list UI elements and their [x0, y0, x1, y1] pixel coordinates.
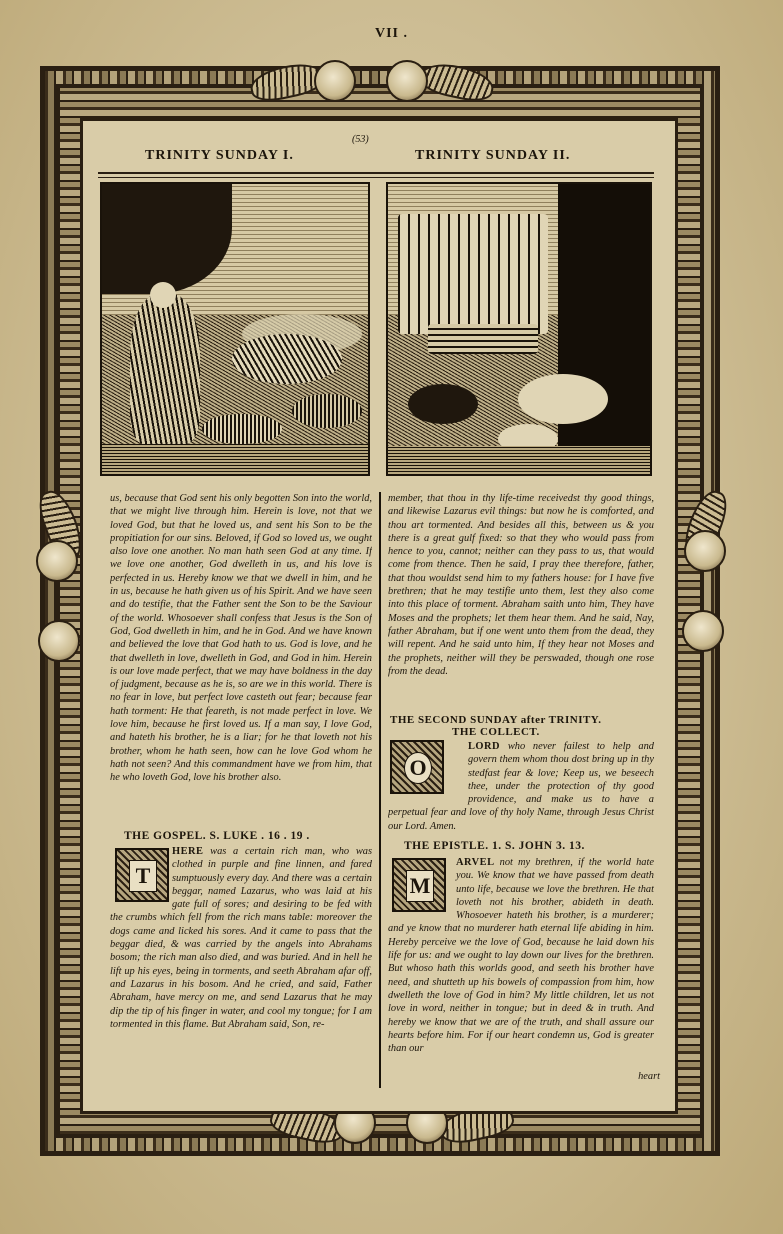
- collect-first-word: LORD: [468, 741, 501, 752]
- left-cherubs-ornament: [28, 500, 88, 690]
- epistle-drop-letter: M: [406, 870, 434, 902]
- header-rule: [98, 172, 654, 178]
- engraving-good-shepherd: [100, 182, 370, 476]
- gospel-continued-text: member, that thou in thy life-time receivedst thy good things, and likewise Lazarus evil things: but now he is comforted, and thou art tormented. And besides all this, between us & you there is a great gulf fixed: so that they who would pass from hence to you, cannot; neither can they pass to us, that would come from thence. Then he said, I pray thee therefore, father, that thou wouldst send him to my fathers house: for I have five brethren; that he may testifie unto them, lest they also come into this place of torment. Abraham saith unto him, They have Moses and the prophets; let them hear them. And he said, Nay, father Abraham, but if one went unto them from the dead, they will repent. And he said unto him, If they hear not Moses and the prophets, neither will they be perswaded, though one rose from the dead.: [388, 493, 654, 677]
- epistle-body: not my brethren, if the world hate you. We know that we have passed from death unto life, because we love the brethren. He that loveth not his brother, abideth in death. Whosoever hateth his brother, is a murderer; and ye know that no murderer hath eternal life abiding in him. Hereby perceive we the love of God, because he laid down his life for us: and we ought to lay down our lives for the brethren. But whoso hath this worlds good, and seeth his brother have need, and shutteth up his bowels of compassion from him, how dwelleth the love of God in him? My little children, let us not love in word, neither in tongue; but in deed & in truth. And hereby we know that we are of the truth, and shall assure our hearts before him. For if our heart condemn us, God is greater than our: [388, 857, 654, 1055]
- right-cherubs-ornament: [672, 500, 732, 690]
- gospel-text: [110, 845, 372, 1081]
- header-left: TRINITY SUNDAY I.: [145, 148, 294, 163]
- collect-drop-letter: O: [404, 752, 432, 784]
- gospel-heading: THE GOSPEL. S. LUKE . 16 . 19 .: [124, 830, 310, 842]
- collect-text: [388, 740, 654, 840]
- column-divider: [379, 492, 381, 1088]
- folio-number: VII .: [374, 26, 408, 41]
- epistle-first-word: ARVEL: [456, 857, 495, 868]
- header-right: TRINITY SUNDAY II.: [415, 148, 571, 163]
- collect-body: who never failest to help and govern them whom thou dost bring up in thy stedfast fear & love; Keep us, we beseech thee, under the protection of thy good providence, and make us to have a perpetual fear and love of thy holy Name, through Jesus Christ our Lord. Amen.: [388, 741, 654, 832]
- second-sunday-heading: THE SECOND SUNDAY after TRINITY.: [390, 714, 602, 726]
- engraving-rich-man-lazarus: [386, 182, 652, 476]
- page-number: (53): [352, 134, 369, 145]
- epistle-heading: THE EPISTLE. 1. S. JOHN 3. 13.: [404, 840, 585, 852]
- left-epistle-text: us, because that God sent his only begotten Son into the world, that we might live through him. Herein is love, not that we loved God, but that he loved us, and sent his Son to be the propitiation for our sins. Beloved, if God so loved us, we ought also love one another. No man hath seen God at any time. If we love one another, God dwelleth in us, and his love is perfected in us. Hereby know we that we dwell in him, and he in us, because he hath given us of his Spirit. And we have seen and do testifie, that the Father sent the Son to be the Saviour of the world. Whosoever shall confess that Jesus is the Son of God, God dwelleth in him, and he in God. And we have known and believed the love that God hath to us. God is love, and he that dwelleth in love, dwelleth in God, and God in him. Herein is our love made perfect, that we may have boldness in the day of judgment, because as he is, so are we in this world. There is no fear in love, but perfect love casteth out fear; because fear hath torment: He that feareth, is not made perfect in love. We love him, because he first loved us. If a man say, I love God, and hateth his brother, he is a liar; for he that loveth not his brother, whom he hath seen, how can he love God whom he hath not seen? And this commandment have we from him, that he who loveth God, love his brother also.: [110, 493, 372, 784]
- collect-heading: THE COLLECT.: [452, 726, 540, 738]
- gospel-body: was a certain rich man, who was clothed in purple and fine linnen, and fared sumptuously every day. And there was a certain beggar, named Lazarus, who was laid at his gate full of sores; and desiring to be fed with the crumbs which fell from the rich mans table: moreover the dogs came and licked his sores. And it came to pass that the beggar died, & was carried by the angels into Abrahams bosom; the rich man also died, and was buried. And in hell he lift up his eyes, being in torments, and seeth Abraham afar off, and Lazarus in his bosom. And he cried, and said, Father Abraham, have mercy on me, and send Lazarus that he may dip the tip of his finger in water, and cool my tongue; for I am tormented in this flame. But Abraham said, Son, re-: [110, 846, 372, 1030]
- catchword: heart: [638, 1071, 660, 1082]
- drop-cap-letter: T: [129, 860, 157, 892]
- epistle-text: [388, 856, 654, 1070]
- gospel-first-word: HERE: [172, 846, 204, 857]
